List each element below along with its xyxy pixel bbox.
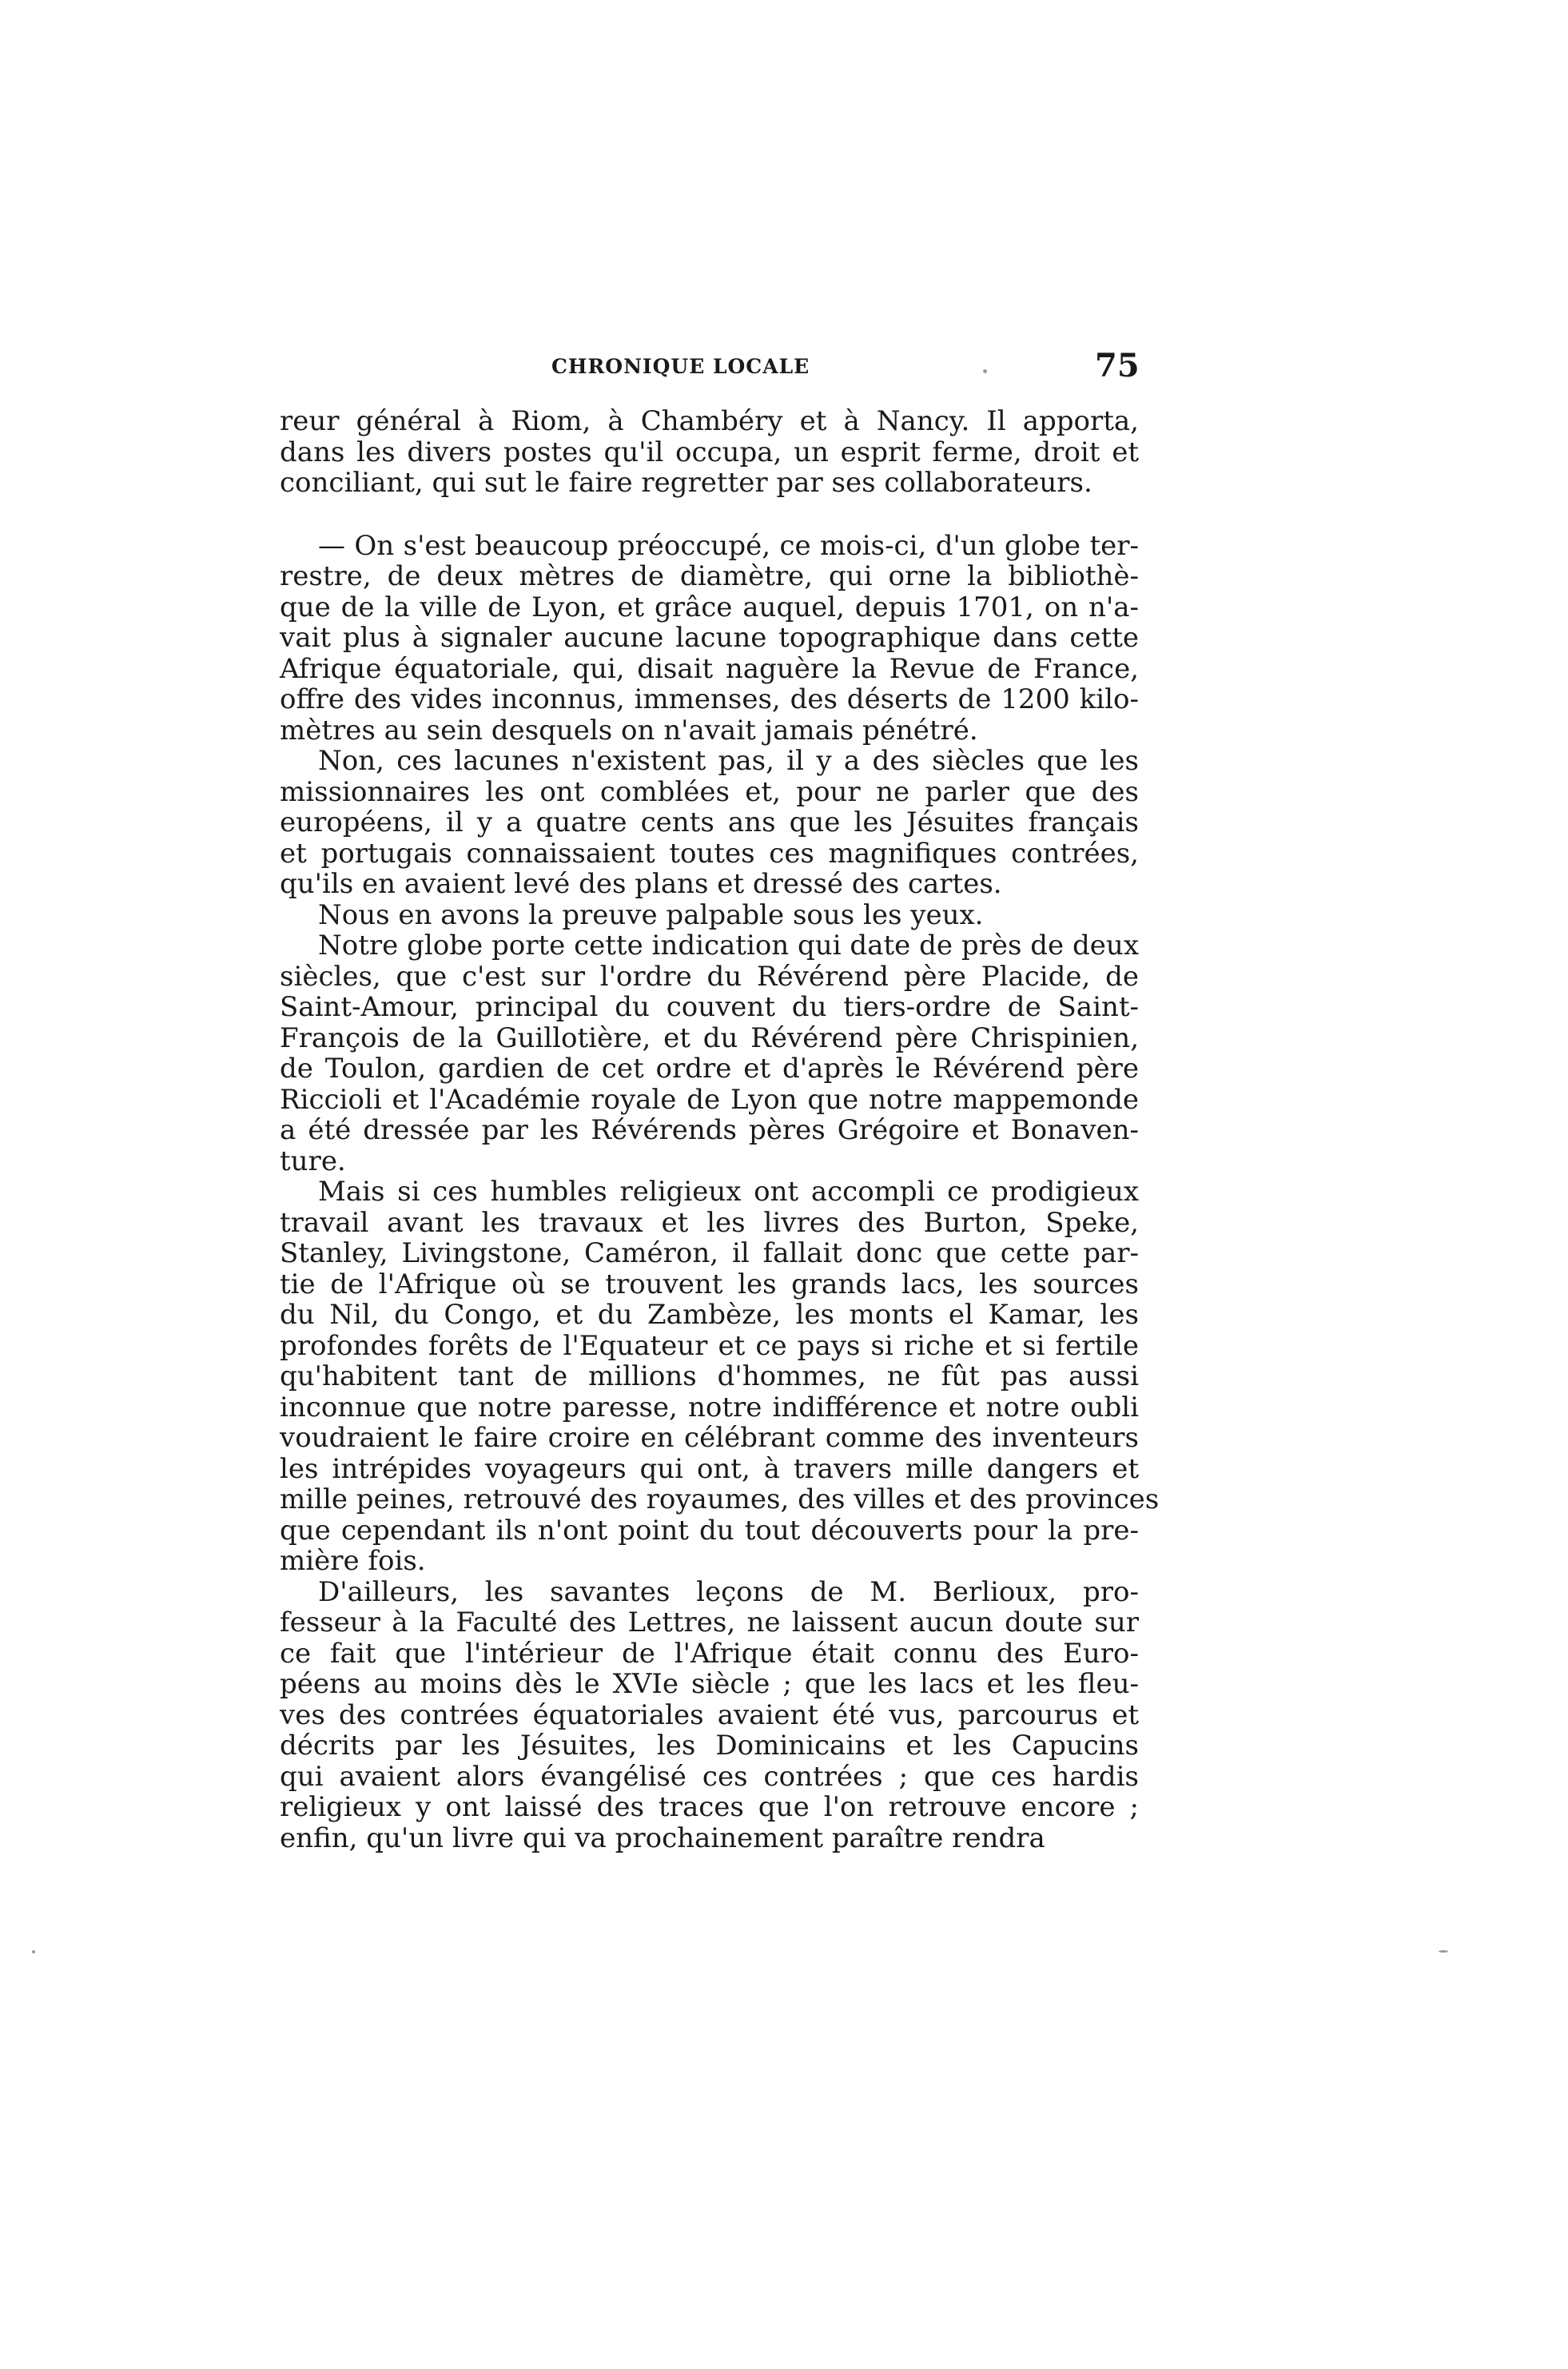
text-line: tie de l'Afrique où se trouvent les grands lacs, les sources [280, 1268, 1139, 1300]
text-line: que cependant ils n'ont point du tout découverts pour la pre- [280, 1514, 1139, 1547]
text-line: péens au moins dès le XVIe siècle ; que les lacs et les fleu- [280, 1668, 1139, 1700]
paragraph [280, 746, 1139, 900]
text-line: ce fait que l'intérieur de l'Afrique était connu des Euro- [280, 1637, 1139, 1670]
text-line: décrits par les Jésuites, les Dominicains et les Capucins [280, 1730, 1139, 1762]
text-line: Afrique équatoriale, qui, disait naguère la Revue de France, [280, 652, 1139, 685]
paragraph [280, 1176, 1160, 1577]
text-line: ves des contrées équatoriales avaient été vus, parcourus et [280, 1698, 1139, 1731]
text-line: ture. [280, 1145, 346, 1177]
text-line: du Nil, du Congo, et du Zambèze, les monts el Kamar, les [280, 1299, 1139, 1331]
running-header [0, 347, 1568, 387]
text-line: inconnue que notre paresse, notre indifférence et notre oubli [280, 1391, 1139, 1423]
text-line: François de la Guillotière, et du Révérend père Chrispinien, [280, 1021, 1139, 1054]
text-line: travail avant les travaux et les livres des Burton, Speke, [280, 1206, 1139, 1239]
paragraph [280, 1577, 1139, 1854]
text-line: a été dressée par les Révérends pères Grégoire et Bonaven- [280, 1114, 1139, 1146]
text-line: que de la ville de Lyon, et grâce auquel, depuis 1701, on n'a- [280, 591, 1139, 623]
text-line: profondes forêts de l'Equateur et ce pays si riche et si fertile [280, 1329, 1139, 1362]
speck-mark [983, 369, 987, 373]
text-line: qui avaient alors évangélisé ces contrées ; que ces hardis [280, 1760, 1139, 1793]
text-line: siècles, que c'est sur l'ordre du Révérend père Placide, de [280, 960, 1139, 993]
text-line: Saint-Amour, principal du couvent du tiers-ordre de Saint- [280, 991, 1139, 1023]
paragraph [280, 406, 1139, 499]
text-line: voudraient le faire croire en célébrant comme des inventeurs [280, 1422, 1139, 1454]
text-line: Riccioli et l'Académie royale de Lyon que notre mappemonde [280, 1083, 1139, 1116]
text-line: fesseur à la Faculté des Lettres, ne laissent aucun doute sur [280, 1607, 1139, 1638]
text-line: les intrépides voyageurs qui ont, à travers mille dangers et [280, 1452, 1139, 1485]
text-line: D'ailleurs, les savantes leçons de M. Berlioux, pro- [318, 1575, 1139, 1608]
body-text [280, 405, 1160, 1854]
text-line: Nous en avons la preuve palpable sous les yeux. [318, 898, 984, 931]
text-line: restre, de deux mètres de diamètre, qui orne la bibliothè- [280, 560, 1139, 592]
text-line: de Toulon, gardien de cet ordre et d'après le Révérend père [280, 1053, 1139, 1085]
text-line: enfin, qu'un livre qui va prochainement paraître rendra [280, 1822, 1045, 1854]
paragraph [280, 531, 1139, 747]
text-line: qu'habitent tant de millions d'hommes, ne fût pas aussi [280, 1360, 1139, 1392]
text-line: missionnaires les ont comblées et, pour ne parler que des [280, 775, 1139, 808]
text-line: Stanley, Livingstone, Caméron, il fallait donc que cette par- [280, 1237, 1139, 1269]
text-line: Mais si ces humbles religieux ont accompli ce prodigieux [318, 1176, 1139, 1208]
paragraph [280, 930, 1139, 1177]
text-line: offre des vides inconnus, immenses, des déserts de 1200 kilo- [280, 683, 1139, 715]
speck-mark [32, 1950, 35, 1953]
paragraph-gap [280, 499, 1139, 531]
speck-mark [1439, 1950, 1448, 1953]
text-line: européens, il y a quatre cents ans que les Jésuites français [280, 806, 1139, 838]
text-line: et portugais connaissaient toutes ces magnifiques contrées, [280, 837, 1139, 870]
text-line: religieux y ont laissé des traces que l'on retrouve encore ; [280, 1791, 1139, 1823]
text-line: mille peines, retrouvé des royaumes, des villes et des provinces [280, 1483, 1160, 1515]
text-line: mètres au sein desquels on n'avait jamais pénétré. [280, 714, 978, 747]
text-line: vait plus à signaler aucune lacune topographique dans cette [280, 622, 1139, 654]
page-number: 75 [1095, 347, 1140, 384]
text-line: — On s'est beaucoup préoccupé, ce mois-ci, d'un globe ter- [318, 529, 1139, 562]
text-line: Notre globe porte cette indication qui date de près de deux [318, 930, 1139, 962]
text-line: reur général à Riom, à Chambéry et à Nancy. Il apporta, [280, 405, 1139, 437]
text-line: mière fois. [280, 1545, 426, 1577]
text-line: conciliant, qui sut le faire regretter par ses collaborateurs. [280, 467, 1092, 499]
running-title: CHRONIQUE LOCALE [551, 355, 810, 378]
text-line: qu'ils en avaient levé des plans et dressé des cartes. [280, 868, 1002, 900]
paragraph [280, 900, 1139, 931]
text-line: Non, ces lacunes n'existent pas, il y a des siècles que les [318, 745, 1139, 777]
text-line: dans les divers postes qu'il occupa, un esprit ferme, droit et [280, 436, 1139, 468]
